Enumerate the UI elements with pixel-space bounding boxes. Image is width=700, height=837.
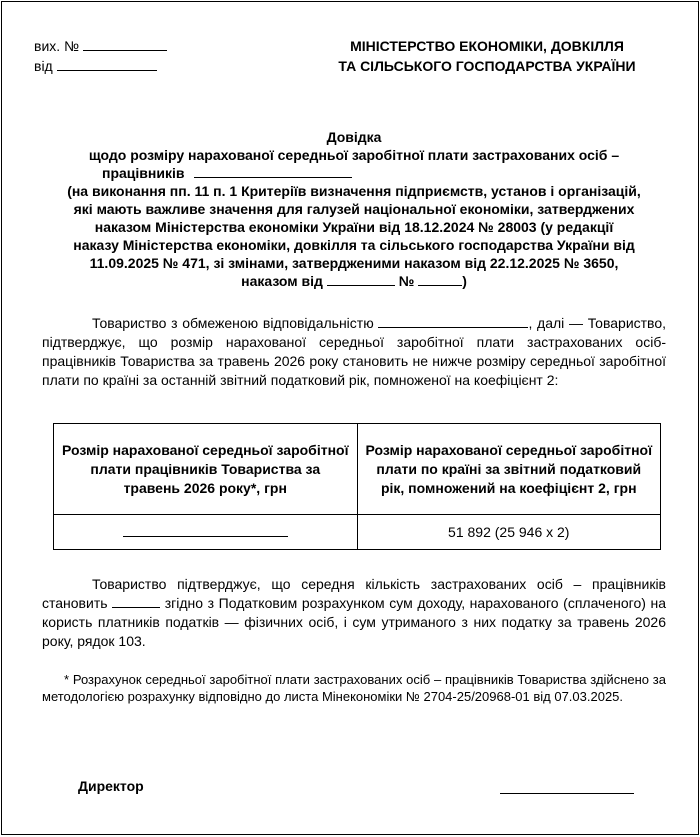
- basis-close-paren: ): [462, 273, 467, 289]
- company-intro: Товариство з обмеженою відповідальністю: [92, 315, 374, 331]
- basis-order-number-label: №: [398, 273, 415, 289]
- outgoing-date-label: від: [34, 58, 53, 74]
- paragraph-confirmation-text: [42, 314, 666, 390]
- paragraph-headcount-text: [42, 575, 666, 651]
- basis-line-3: наказом Міністерства економіки України від 18.12.2024 № 28003 (у редакції: [94, 219, 614, 235]
- title-line-1: щодо розміру нарахованої середньої заробітної плати застрахованих осіб –: [88, 147, 620, 163]
- company-salary-blank: [123, 522, 288, 537]
- director-label: Директор: [78, 778, 144, 794]
- headcount-intro: Товариство підтверджує, що середня кількість застрахованих осіб – працівників становить: [42, 576, 666, 611]
- confirmation-statement: , далі — Товариство, підтверджує, що розмір нарахованої середньої заробітної плати застрахованих осіб-працівників Товариства за травень 2026 року становить не нижче розміру середньої заробітної плати по країні за останній звітний податковий рік, помноженої на коефіцієнт 2:: [42, 315, 667, 388]
- basis-order-date-blank: [327, 272, 395, 286]
- basis-line-4: наказу Міністерства економіки, довкілля та сільського господарства України від: [73, 237, 635, 253]
- addressee-block: [302, 36, 672, 76]
- table-value-row: [54, 515, 661, 550]
- headcount-blank: [112, 594, 160, 608]
- paragraph-headcount: [42, 575, 666, 651]
- basis-line-2: які мають важливе значення для галузей національної економіки, затверджених: [73, 201, 635, 217]
- document-type: Довідка: [326, 129, 382, 145]
- outgoing-number-blank: [83, 37, 167, 51]
- signature-line: [500, 792, 634, 794]
- basis-order-label: наказом від: [241, 273, 323, 289]
- company-salary-value-cell: [54, 515, 358, 550]
- national-salary-value: 51 892 (25 946 х 2): [357, 515, 661, 550]
- footnote: [42, 671, 666, 705]
- company-salary-header: Розмір нарахованої середньої заробітної плати працівників Товариства за травень 2026 року*, грн: [54, 424, 358, 515]
- national-salary-header: Розмір нарахованої середньої заробітної плати по країні за звітний податковий рік, помножений на коефіцієнт 2, грн: [357, 424, 661, 515]
- title-line-2: [42, 164, 666, 182]
- table-header-row: [54, 424, 661, 515]
- document-title-block: [42, 128, 666, 290]
- addressee-line-2: ТА СІЛЬСЬКОГО ГОСПОДАРСТВА УКРАЇНИ: [338, 58, 636, 74]
- salary-table: [53, 423, 661, 550]
- outgoing-date-row: [34, 56, 167, 76]
- paragraph-confirmation: [42, 314, 666, 390]
- headcount-statement: згідно з Податковим розрахунком сум доходу, нарахованого (сплаченого) на користь платників податків — фізичних осіб, і сум утриманого з них податку за травень 2026 року, рядок 103.: [42, 595, 667, 649]
- title-line-2-blank: [194, 164, 352, 178]
- document-page: [1, 1, 699, 835]
- outgoing-date-blank: [57, 57, 157, 71]
- outgoing-number-label: вих. №: [34, 38, 80, 54]
- outgoing-number-row: [34, 36, 167, 56]
- company-name-blank: [378, 314, 528, 328]
- basis-line-5: 11.09.2025 № 471, зі змінами, затвердженими наказом від 22.12.2025 № 3650,: [89, 255, 619, 271]
- outgoing-reference-block: [34, 36, 167, 76]
- addressee-line-1: МІНІСТЕРСТВО ЕКОНОМІКИ, ДОВКІЛЛЯ: [350, 38, 624, 54]
- title-line-2-text: працівників: [102, 165, 185, 181]
- basis-order-number-blank: [418, 272, 462, 286]
- basis-line-6: [42, 272, 666, 290]
- basis-line-1: (на виконання пп. 11 п. 1 Критеріїв визначення підприємств, установ і організацій,: [67, 183, 641, 199]
- footnote-text: * Розрахунок середньої заробітної плати застрахованих осіб – працівників Товариства здійснено за методологією розрахунку відповідно до листа Мінекономіки № 2704-25/20968-01 від 07.03.2025.: [42, 672, 666, 704]
